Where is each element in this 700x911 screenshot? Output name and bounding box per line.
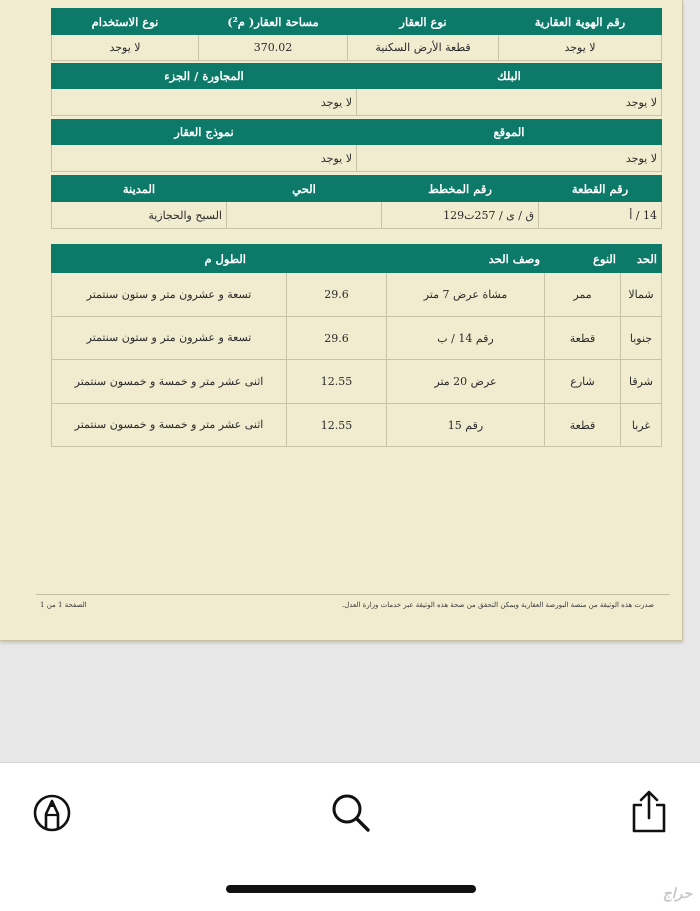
value-usage-type: لا يوجد [52, 35, 199, 61]
boundary-type: قطعة [545, 317, 621, 360]
block-table [51, 63, 662, 116]
table-row [52, 404, 662, 447]
share-icon [624, 788, 674, 838]
label-site: الموقع [357, 120, 662, 145]
boundary-length-text: اثنى عشر متر و خمسة و خمسون سنتمتر [52, 360, 287, 404]
table-row [52, 273, 662, 317]
boundary-length-text: اثنى عشر متر و خمسة و خمسون سنتمتر [52, 404, 287, 447]
col-header-length: الطول م [52, 245, 387, 273]
property-info-table [51, 8, 662, 61]
boundary-length: 12.55 [287, 360, 387, 404]
value-site: لا يوجد [357, 145, 662, 172]
value-city: السيح والحجازية [52, 202, 227, 229]
label-neighborhood-part: المجاورة / الجزء [52, 64, 357, 89]
markup-button[interactable] [27, 788, 77, 838]
boundary-side: جنوبا [621, 317, 662, 360]
label-block: البلك [357, 64, 662, 89]
boundary-description: رقم 15 [387, 404, 545, 447]
markup-pen-icon [27, 788, 77, 838]
boundary-length: 12.55 [287, 404, 387, 447]
table-row [52, 317, 662, 360]
value-block: لا يوجد [357, 89, 662, 116]
value-property-area: 370.02 [199, 35, 348, 61]
boundary-side: شمالا [621, 273, 662, 317]
boundary-description: مشاة عرض 7 متر [387, 273, 545, 317]
boundary-type: ممر [545, 273, 621, 317]
footer-note: صدرت هذه الوثيقة من منصة البورصة العقارية ويمكن التحقق من صحة هذه الوثيقة عبر خدمات وزارة العدل. [342, 601, 654, 609]
value-district [227, 202, 382, 229]
col-header-property-area: مساحة العقار( م²) [199, 9, 348, 35]
col-header-type: النوع [545, 245, 621, 273]
footer-divider [36, 594, 670, 595]
col-header-boundary: الحد [621, 245, 662, 273]
boundary-description: عرض 20 متر [387, 360, 545, 404]
col-header-district: الحي [227, 176, 382, 202]
table-row [52, 360, 662, 404]
col-header-usage-type: نوع الاستخدام [52, 9, 199, 35]
value-property-type: قطعة الأرض السكنية [348, 35, 499, 61]
site-table [51, 119, 662, 172]
search-icon [325, 788, 375, 838]
boundary-type: قطعة [545, 404, 621, 447]
home-indicator[interactable] [226, 885, 476, 893]
page-number: الصفحة 1 من 1 [40, 601, 87, 609]
boundary-side: شرقا [621, 360, 662, 404]
value-neighborhood-part: لا يوجد [52, 89, 357, 116]
watermark-logo: حراج [662, 886, 692, 902]
col-header-property-type: نوع العقار [348, 9, 499, 35]
parcel-table [51, 175, 662, 229]
value-parcel-number: 14 / أ [539, 202, 662, 229]
boundary-length-text: تسعة و عشرون متر و ستون سنتمتر [52, 273, 287, 317]
share-button[interactable] [624, 788, 674, 838]
col-header-parcel-number: رقم القطعة [539, 176, 662, 202]
col-header-property-id: رقم الهوية العقارية [499, 9, 662, 35]
col-header-plan-number: رقم المخطط [382, 176, 539, 202]
boundary-side: غربا [621, 404, 662, 447]
boundary-type: شارع [545, 360, 621, 404]
boundary-length: 29.6 [287, 317, 387, 360]
boundary-length-text: تسعة و عشرون متر و ستون سنتمتر [52, 317, 287, 360]
boundary-length: 29.6 [287, 273, 387, 317]
value-property-id: لا يوجد [499, 35, 662, 61]
boundary-description: رقم 14 / ب [387, 317, 545, 360]
label-property-model: نموذج العقار [52, 120, 357, 145]
search-button[interactable] [325, 788, 375, 838]
value-property-model: لا يوجد [52, 145, 357, 172]
value-plan-number: ق / ى / 257ت129 [382, 202, 539, 229]
col-header-description: وصف الحد [387, 245, 545, 273]
boundaries-table [51, 244, 662, 447]
col-header-city: المدينة [52, 176, 227, 202]
